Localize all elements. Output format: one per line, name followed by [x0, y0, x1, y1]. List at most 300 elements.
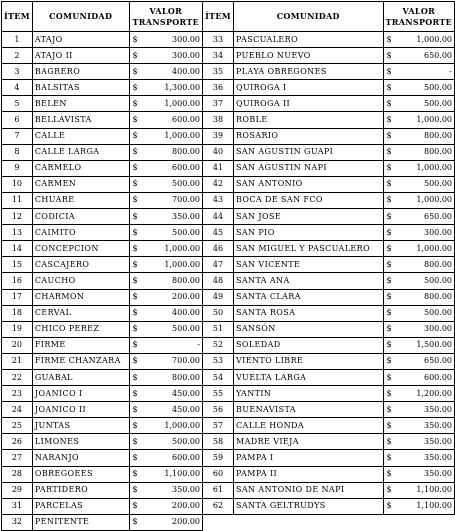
community-cell[interactable]: CHICO PEREZ: [32, 321, 129, 337]
currency-symbol: $: [386, 115, 392, 125]
transport-value-cell[interactable]: [129, 337, 203, 353]
transport-value-cell[interactable]: [383, 112, 454, 128]
value-text: 500.00: [172, 179, 201, 189]
value-text: -: [449, 66, 452, 76]
community-cell[interactable]: MADRE VIEJA: [234, 434, 384, 450]
transport-value-cell[interactable]: [129, 160, 203, 176]
currency-symbol: $: [386, 436, 392, 446]
transport-value-cell[interactable]: [383, 96, 454, 112]
transport-value-cell[interactable]: [129, 305, 203, 321]
currency-symbol: $: [386, 34, 392, 44]
value-text: 450.00: [172, 388, 201, 398]
community-cell[interactable]: BELLAVISTA: [32, 112, 129, 128]
currency-symbol: $: [132, 195, 138, 205]
transport-value-cell[interactable]: [129, 176, 203, 192]
value-text: 500.00: [172, 227, 201, 237]
transport-value-cell[interactable]: [129, 434, 203, 450]
item-number-cell[interactable]: 38: [203, 112, 234, 128]
item-number-cell[interactable]: 45: [203, 225, 234, 241]
transport-value-cell[interactable]: [129, 450, 203, 466]
community-cell[interactable]: ATAJO: [32, 32, 129, 48]
transport-value-cell[interactable]: [129, 48, 203, 64]
transport-value-cell[interactable]: [129, 321, 203, 337]
table-row: [2, 305, 455, 321]
transport-value-cell[interactable]: [129, 96, 203, 112]
item-number-cell[interactable]: 41: [203, 160, 234, 176]
transport-value-cell[interactable]: [383, 160, 454, 176]
value-text: 500.00: [424, 179, 452, 189]
community-cell[interactable]: GUABAL: [32, 369, 129, 385]
transport-value-cell[interactable]: [129, 418, 203, 434]
item-number-cell[interactable]: 39: [203, 128, 234, 144]
community-cell[interactable]: SAN AGUSTIN GUAPI: [234, 144, 384, 160]
transport-value-cell[interactable]: [383, 257, 454, 273]
item-number-cell[interactable]: 60: [203, 466, 234, 482]
community-cell[interactable]: QUIROGA II: [234, 96, 384, 112]
currency-symbol: $: [132, 259, 138, 269]
value-text: 650.00: [424, 211, 452, 221]
transport-value-cell[interactable]: [383, 64, 454, 80]
item-number-cell[interactable]: 35: [203, 64, 234, 80]
currency-symbol: $: [132, 179, 138, 189]
currency-symbol: $: [386, 452, 392, 462]
transport-table: [1, 1, 455, 531]
transport-value-cell[interactable]: [129, 482, 203, 498]
currency-symbol: $: [132, 324, 138, 334]
community-cell[interactable]: SAN JOSE: [234, 209, 384, 225]
item-number-cell[interactable]: 62: [203, 498, 234, 514]
community-cell[interactable]: BALSITAS: [32, 80, 129, 96]
transport-value-cell[interactable]: [383, 241, 454, 257]
item-number-cell[interactable]: 29: [2, 482, 33, 498]
transport-value-cell[interactable]: [129, 80, 203, 96]
value-text: 1,500.00: [416, 340, 452, 350]
transport-value-cell[interactable]: [129, 386, 203, 402]
transport-value-cell[interactable]: [383, 321, 454, 337]
community-cell[interactable]: BOCA DE SAN FCO: [234, 192, 384, 208]
transport-value-cell[interactable]: [129, 402, 203, 418]
value-text: 1,100.00: [164, 469, 201, 479]
currency-symbol: $: [132, 34, 138, 44]
community-cell[interactable]: YANTIN: [234, 386, 384, 402]
community-cell[interactable]: SOLEDAD: [234, 337, 384, 353]
transport-value-cell[interactable]: [129, 289, 203, 305]
value-text: 500.00: [424, 98, 452, 108]
community-cell[interactable]: CHARMON: [32, 289, 129, 305]
community-cell[interactable]: VIENTO LIBRE: [234, 353, 384, 369]
item-number-cell[interactable]: 28: [2, 466, 33, 482]
value-text: 350.00: [424, 404, 452, 414]
transport-value-cell[interactable]: [383, 273, 454, 289]
item-number-cell[interactable]: 33: [203, 32, 234, 48]
item-number-cell[interactable]: 58: [203, 434, 234, 450]
transport-value-cell[interactable]: [383, 48, 454, 64]
transport-value-cell[interactable]: [129, 128, 203, 144]
item-number-cell[interactable]: 17: [2, 289, 33, 305]
item-number-cell[interactable]: 46: [203, 241, 234, 257]
currency-symbol: $: [132, 517, 138, 527]
community-cell[interactable]: SAN PIO: [234, 225, 384, 241]
community-cell[interactable]: FIRME: [32, 337, 129, 353]
currency-symbol: $: [386, 356, 392, 366]
community-cell[interactable]: LIMONES: [32, 434, 129, 450]
value-text: 350.00: [172, 485, 201, 495]
currency-symbol: $: [132, 436, 138, 446]
table-row: [2, 369, 455, 385]
community-cell[interactable]: JOANICO I: [32, 386, 129, 402]
currency-symbol: $: [132, 452, 138, 462]
transport-value-cell[interactable]: [129, 353, 203, 369]
transport-value-cell[interactable]: [383, 305, 454, 321]
community-cell[interactable]: SAN ANTONIO DE NAPI: [234, 482, 384, 498]
community-cell[interactable]: PARTIDERO: [32, 482, 129, 498]
community-cell[interactable]: CALLE LARGA: [32, 144, 129, 160]
value-text: 300.00: [424, 227, 452, 237]
community-cell[interactable]: SAN MIGUEL Y PASCUALERO: [234, 241, 384, 257]
value-text: 350.00: [424, 452, 452, 462]
currency-symbol: $: [132, 98, 138, 108]
item-number-cell[interactable]: 36: [203, 80, 234, 96]
item-number-cell[interactable]: 51: [203, 321, 234, 337]
item-number-cell[interactable]: 57: [203, 418, 234, 434]
transport-value-cell[interactable]: [383, 434, 454, 450]
value-text: 600.00: [172, 452, 201, 462]
item-number-cell[interactable]: 47: [203, 257, 234, 273]
item-number-cell[interactable]: 6: [2, 112, 33, 128]
transport-value-cell[interactable]: [383, 369, 454, 385]
currency-symbol: $: [132, 372, 138, 382]
community-cell[interactable]: FIRME CHANZARA: [32, 353, 129, 369]
item-number-cell[interactable]: 4: [2, 80, 33, 96]
table-row: [2, 321, 455, 337]
value-text: 700.00: [172, 195, 201, 205]
value-text: 300.00: [424, 324, 452, 334]
currency-symbol: $: [386, 179, 392, 189]
community-cell[interactable]: CAUCHO: [32, 273, 129, 289]
table-row: [2, 337, 455, 353]
table-row: [2, 498, 455, 514]
value-text: 800.00: [172, 147, 201, 157]
value-text: 1,100.00: [416, 501, 452, 511]
community-cell[interactable]: SANSÓN: [234, 321, 384, 337]
header-row: [2, 2, 455, 32]
currency-symbol: $: [132, 292, 138, 302]
table-row: [2, 273, 455, 289]
transport-value-cell[interactable]: [129, 64, 203, 80]
item-number-cell[interactable]: 11: [2, 192, 33, 208]
community-cell[interactable]: OBREGOEES: [32, 466, 129, 482]
item-number-cell[interactable]: 27: [2, 450, 33, 466]
item-number-cell[interactable]: 23: [2, 386, 33, 402]
community-cell[interactable]: SAN ANTONIO: [234, 176, 384, 192]
currency-symbol: $: [132, 469, 138, 479]
item-number-cell[interactable]: 53: [203, 353, 234, 369]
currency-symbol: $: [132, 404, 138, 414]
community-cell[interactable]: PAMPA II: [234, 466, 384, 482]
value-text: 800.00: [424, 131, 452, 141]
community-cell[interactable]: VUELTA LARGA: [234, 369, 384, 385]
item-number-cell[interactable]: 20: [2, 337, 33, 353]
community-cell[interactable]: PARCELAS: [32, 498, 129, 514]
currency-symbol: $: [132, 66, 138, 76]
transport-value-cell[interactable]: [129, 225, 203, 241]
community-cell[interactable]: BAGRERO: [32, 64, 129, 80]
transport-value-cell[interactable]: [129, 241, 203, 257]
table-row: [2, 257, 455, 273]
transport-value-cell[interactable]: [383, 337, 454, 353]
header-item-2: ÍTEM: [203, 2, 234, 32]
item-number-cell[interactable]: 13: [2, 225, 33, 241]
item-number-cell[interactable]: 54: [203, 369, 234, 385]
item-number-cell[interactable]: 34: [203, 48, 234, 64]
transport-value-cell[interactable]: [129, 192, 203, 208]
value-text: 300.00: [172, 34, 201, 44]
currency-symbol: $: [386, 147, 392, 157]
table-row: [2, 482, 455, 498]
item-number-cell[interactable]: 1: [2, 32, 33, 48]
currency-symbol: $: [132, 163, 138, 173]
community-cell[interactable]: CARMEN: [32, 176, 129, 192]
currency-symbol: $: [386, 501, 392, 511]
item-number-cell[interactable]: 59: [203, 450, 234, 466]
transport-value-cell[interactable]: [129, 257, 203, 273]
value-text: 1,000.00: [164, 259, 201, 269]
currency-symbol: $: [386, 131, 392, 141]
value-text: 1,300.00: [164, 82, 201, 92]
item-number-cell[interactable]: 40: [203, 144, 234, 160]
table-row: [2, 64, 455, 80]
value-text: -: [197, 340, 201, 350]
value-text: 1,000.00: [164, 420, 201, 430]
header-valor: VALOR TRANSPORTE: [129, 2, 203, 32]
transport-value-cell[interactable]: [129, 112, 203, 128]
community-cell[interactable]: JOANICO II: [32, 402, 129, 418]
table-row: [2, 48, 455, 64]
item-number-cell[interactable]: 31: [2, 498, 33, 514]
item-number-cell[interactable]: 37: [203, 96, 234, 112]
community-cell[interactable]: PLAYA OBREGONES: [234, 64, 384, 80]
currency-symbol: $: [386, 50, 392, 60]
transport-value-cell[interactable]: [383, 498, 454, 514]
community-cell[interactable]: SANTA ANA: [234, 273, 384, 289]
item-number-cell[interactable]: 43: [203, 192, 234, 208]
community-cell[interactable]: ROSARIO: [234, 128, 384, 144]
item-number-cell[interactable]: 7: [2, 128, 33, 144]
value-text: 200.00: [172, 501, 201, 511]
transport-value-cell[interactable]: [383, 176, 454, 192]
community-cell[interactable]: ROBLE: [234, 112, 384, 128]
transport-value-cell[interactable]: [129, 498, 203, 514]
value-text: 500.00: [424, 82, 452, 92]
item-number-cell[interactable]: 55: [203, 386, 234, 402]
transport-value-cell[interactable]: [383, 128, 454, 144]
transport-value-cell[interactable]: [383, 402, 454, 418]
item-number-cell[interactable]: 56: [203, 402, 234, 418]
item-number-cell[interactable]: 18: [2, 305, 33, 321]
transport-value-cell[interactable]: [383, 289, 454, 305]
community-cell[interactable]: SAN VICENTE: [234, 257, 384, 273]
community-cell[interactable]: PUEBLO NUEVO: [234, 48, 384, 64]
community-cell[interactable]: CONCEPCION: [32, 241, 129, 257]
currency-symbol: $: [386, 469, 392, 479]
community-cell[interactable]: BELEN: [32, 96, 129, 112]
transport-value-cell[interactable]: [129, 369, 203, 385]
community-cell[interactable]: CHUARE: [32, 192, 129, 208]
value-text: 1,000.00: [416, 195, 452, 205]
item-number-cell[interactable]: 21: [2, 353, 33, 369]
value-text: 300.00: [172, 50, 201, 60]
community-cell[interactable]: CARMELO: [32, 160, 129, 176]
table-row: [2, 386, 455, 402]
value-text: 650.00: [424, 50, 452, 60]
item-number-cell[interactable]: 32: [2, 514, 33, 530]
community-cell[interactable]: QUIROGA I: [234, 80, 384, 96]
item-number-cell[interactable]: 10: [2, 176, 33, 192]
item-number-cell[interactable]: 25: [2, 418, 33, 434]
transport-value-cell[interactable]: [383, 225, 454, 241]
value-text: 800.00: [172, 372, 201, 382]
currency-symbol: $: [386, 292, 392, 302]
community-cell[interactable]: SANTA CLARA: [234, 289, 384, 305]
currency-symbol: $: [386, 372, 392, 382]
community-cell[interactable]: NARANJO: [32, 450, 129, 466]
community-cell[interactable]: PAMPA I: [234, 450, 384, 466]
value-text: 600.00: [172, 163, 201, 173]
value-text: 350.00: [424, 436, 452, 446]
item-number-cell[interactable]: 22: [2, 369, 33, 385]
currency-symbol: $: [132, 82, 138, 92]
item-number-cell[interactable]: 2: [2, 48, 33, 64]
transport-value-cell[interactable]: [383, 80, 454, 96]
transport-value-cell[interactable]: [129, 466, 203, 482]
transport-value-cell[interactable]: [383, 386, 454, 402]
community-cell[interactable]: JUNTAS: [32, 418, 129, 434]
currency-symbol: $: [386, 82, 392, 92]
value-text: 1,000.00: [416, 34, 452, 44]
transport-value-cell[interactable]: [129, 32, 203, 48]
currency-symbol: $: [386, 404, 392, 414]
item-number-cell[interactable]: 52: [203, 337, 234, 353]
currency-symbol: $: [386, 485, 392, 495]
table-row: [2, 96, 455, 112]
item-number-cell[interactable]: 24: [2, 402, 33, 418]
currency-symbol: $: [386, 195, 392, 205]
transport-value-cell[interactable]: [383, 418, 454, 434]
item-number-cell[interactable]: 12: [2, 209, 33, 225]
community-cell[interactable]: SAN AGUSTIN NAPI: [234, 160, 384, 176]
item-number-cell[interactable]: 49: [203, 289, 234, 305]
currency-symbol: $: [132, 340, 138, 350]
community-cell[interactable]: PENITENTE: [32, 514, 129, 530]
currency-symbol: $: [386, 275, 392, 285]
value-text: 700.00: [172, 356, 201, 366]
item-number-cell[interactable]: 48: [203, 273, 234, 289]
value-text: 1,200.00: [416, 388, 452, 398]
item-number-cell[interactable]: 3: [2, 64, 33, 80]
community-cell[interactable]: PASCUALERO: [234, 32, 384, 48]
transport-value-cell[interactable]: [383, 466, 454, 482]
item-number-cell[interactable]: 61: [203, 482, 234, 498]
transport-value-cell[interactable]: [383, 32, 454, 48]
community-cell[interactable]: BUENAVISTA: [234, 402, 384, 418]
value-text: 200.00: [172, 517, 201, 527]
transport-value-cell[interactable]: [129, 273, 203, 289]
currency-symbol: $: [132, 501, 138, 511]
community-cell[interactable]: CODICIA: [32, 209, 129, 225]
header-comunidad: COMUNIDAD: [32, 2, 129, 32]
item-number-cell[interactable]: 15: [2, 257, 33, 273]
table-row: [2, 144, 455, 160]
community-cell[interactable]: CAIMITO: [32, 225, 129, 241]
currency-symbol: $: [386, 243, 392, 253]
item-number-cell[interactable]: 42: [203, 176, 234, 192]
currency-symbol: $: [386, 308, 392, 318]
transport-value-cell[interactable]: [383, 144, 454, 160]
community-cell[interactable]: CALLE: [32, 128, 129, 144]
table-row: [2, 128, 455, 144]
currency-symbol: $: [132, 211, 138, 221]
transport-value-cell[interactable]: [383, 353, 454, 369]
value-text: 1,000.00: [416, 243, 452, 253]
item-number-cell[interactable]: 26: [2, 434, 33, 450]
transport-value-cell[interactable]: [129, 144, 203, 160]
community-cell[interactable]: CALLE HONDA: [234, 418, 384, 434]
community-cell[interactable]: ATAJO II: [32, 48, 129, 64]
transport-value-cell[interactable]: [383, 209, 454, 225]
value-text: 500.00: [172, 324, 201, 334]
item-number-cell[interactable]: 8: [2, 144, 33, 160]
header-valor-2: VALOR TRANSPORTE: [383, 2, 454, 32]
community-cell[interactable]: CERVAL: [32, 305, 129, 321]
table-row: [2, 353, 455, 369]
value-text: 500.00: [172, 436, 201, 446]
transport-value-cell[interactable]: [383, 192, 454, 208]
item-number-cell[interactable]: 5: [2, 96, 33, 112]
currency-symbol: $: [386, 340, 392, 350]
community-cell[interactable]: SANTA GELTRUDYS: [234, 498, 384, 514]
item-number-cell[interactable]: 14: [2, 241, 33, 257]
transport-value-cell[interactable]: [129, 209, 203, 225]
value-text: 1,100.00: [416, 485, 452, 495]
item-number-cell[interactable]: 16: [2, 273, 33, 289]
value-text: 1,000.00: [164, 131, 201, 141]
community-cell[interactable]: CASCAJERO: [32, 257, 129, 273]
currency-symbol: $: [386, 227, 392, 237]
table-row: [2, 192, 455, 208]
item-number-cell[interactable]: 9: [2, 160, 33, 176]
currency-symbol: $: [386, 163, 392, 173]
item-number-cell[interactable]: 44: [203, 209, 234, 225]
currency-symbol: $: [132, 115, 138, 125]
table-body: [2, 32, 455, 531]
item-number-cell[interactable]: 50: [203, 305, 234, 321]
value-text: 200.00: [172, 292, 201, 302]
item-number-cell[interactable]: 19: [2, 321, 33, 337]
transport-value-cell[interactable]: [383, 450, 454, 466]
community-cell[interactable]: SANTA ROSA: [234, 305, 384, 321]
currency-symbol: $: [386, 420, 392, 430]
value-text: 800.00: [424, 259, 452, 269]
value-text: 350.00: [172, 211, 201, 221]
currency-symbol: $: [386, 66, 392, 76]
table-row: [2, 176, 455, 192]
transport-value-cell[interactable]: [383, 482, 454, 498]
value-text: 350.00: [424, 420, 452, 430]
currency-symbol: $: [386, 211, 392, 221]
table-row: [2, 402, 455, 418]
table-row: [2, 80, 455, 96]
value-text: 450.00: [172, 404, 201, 414]
